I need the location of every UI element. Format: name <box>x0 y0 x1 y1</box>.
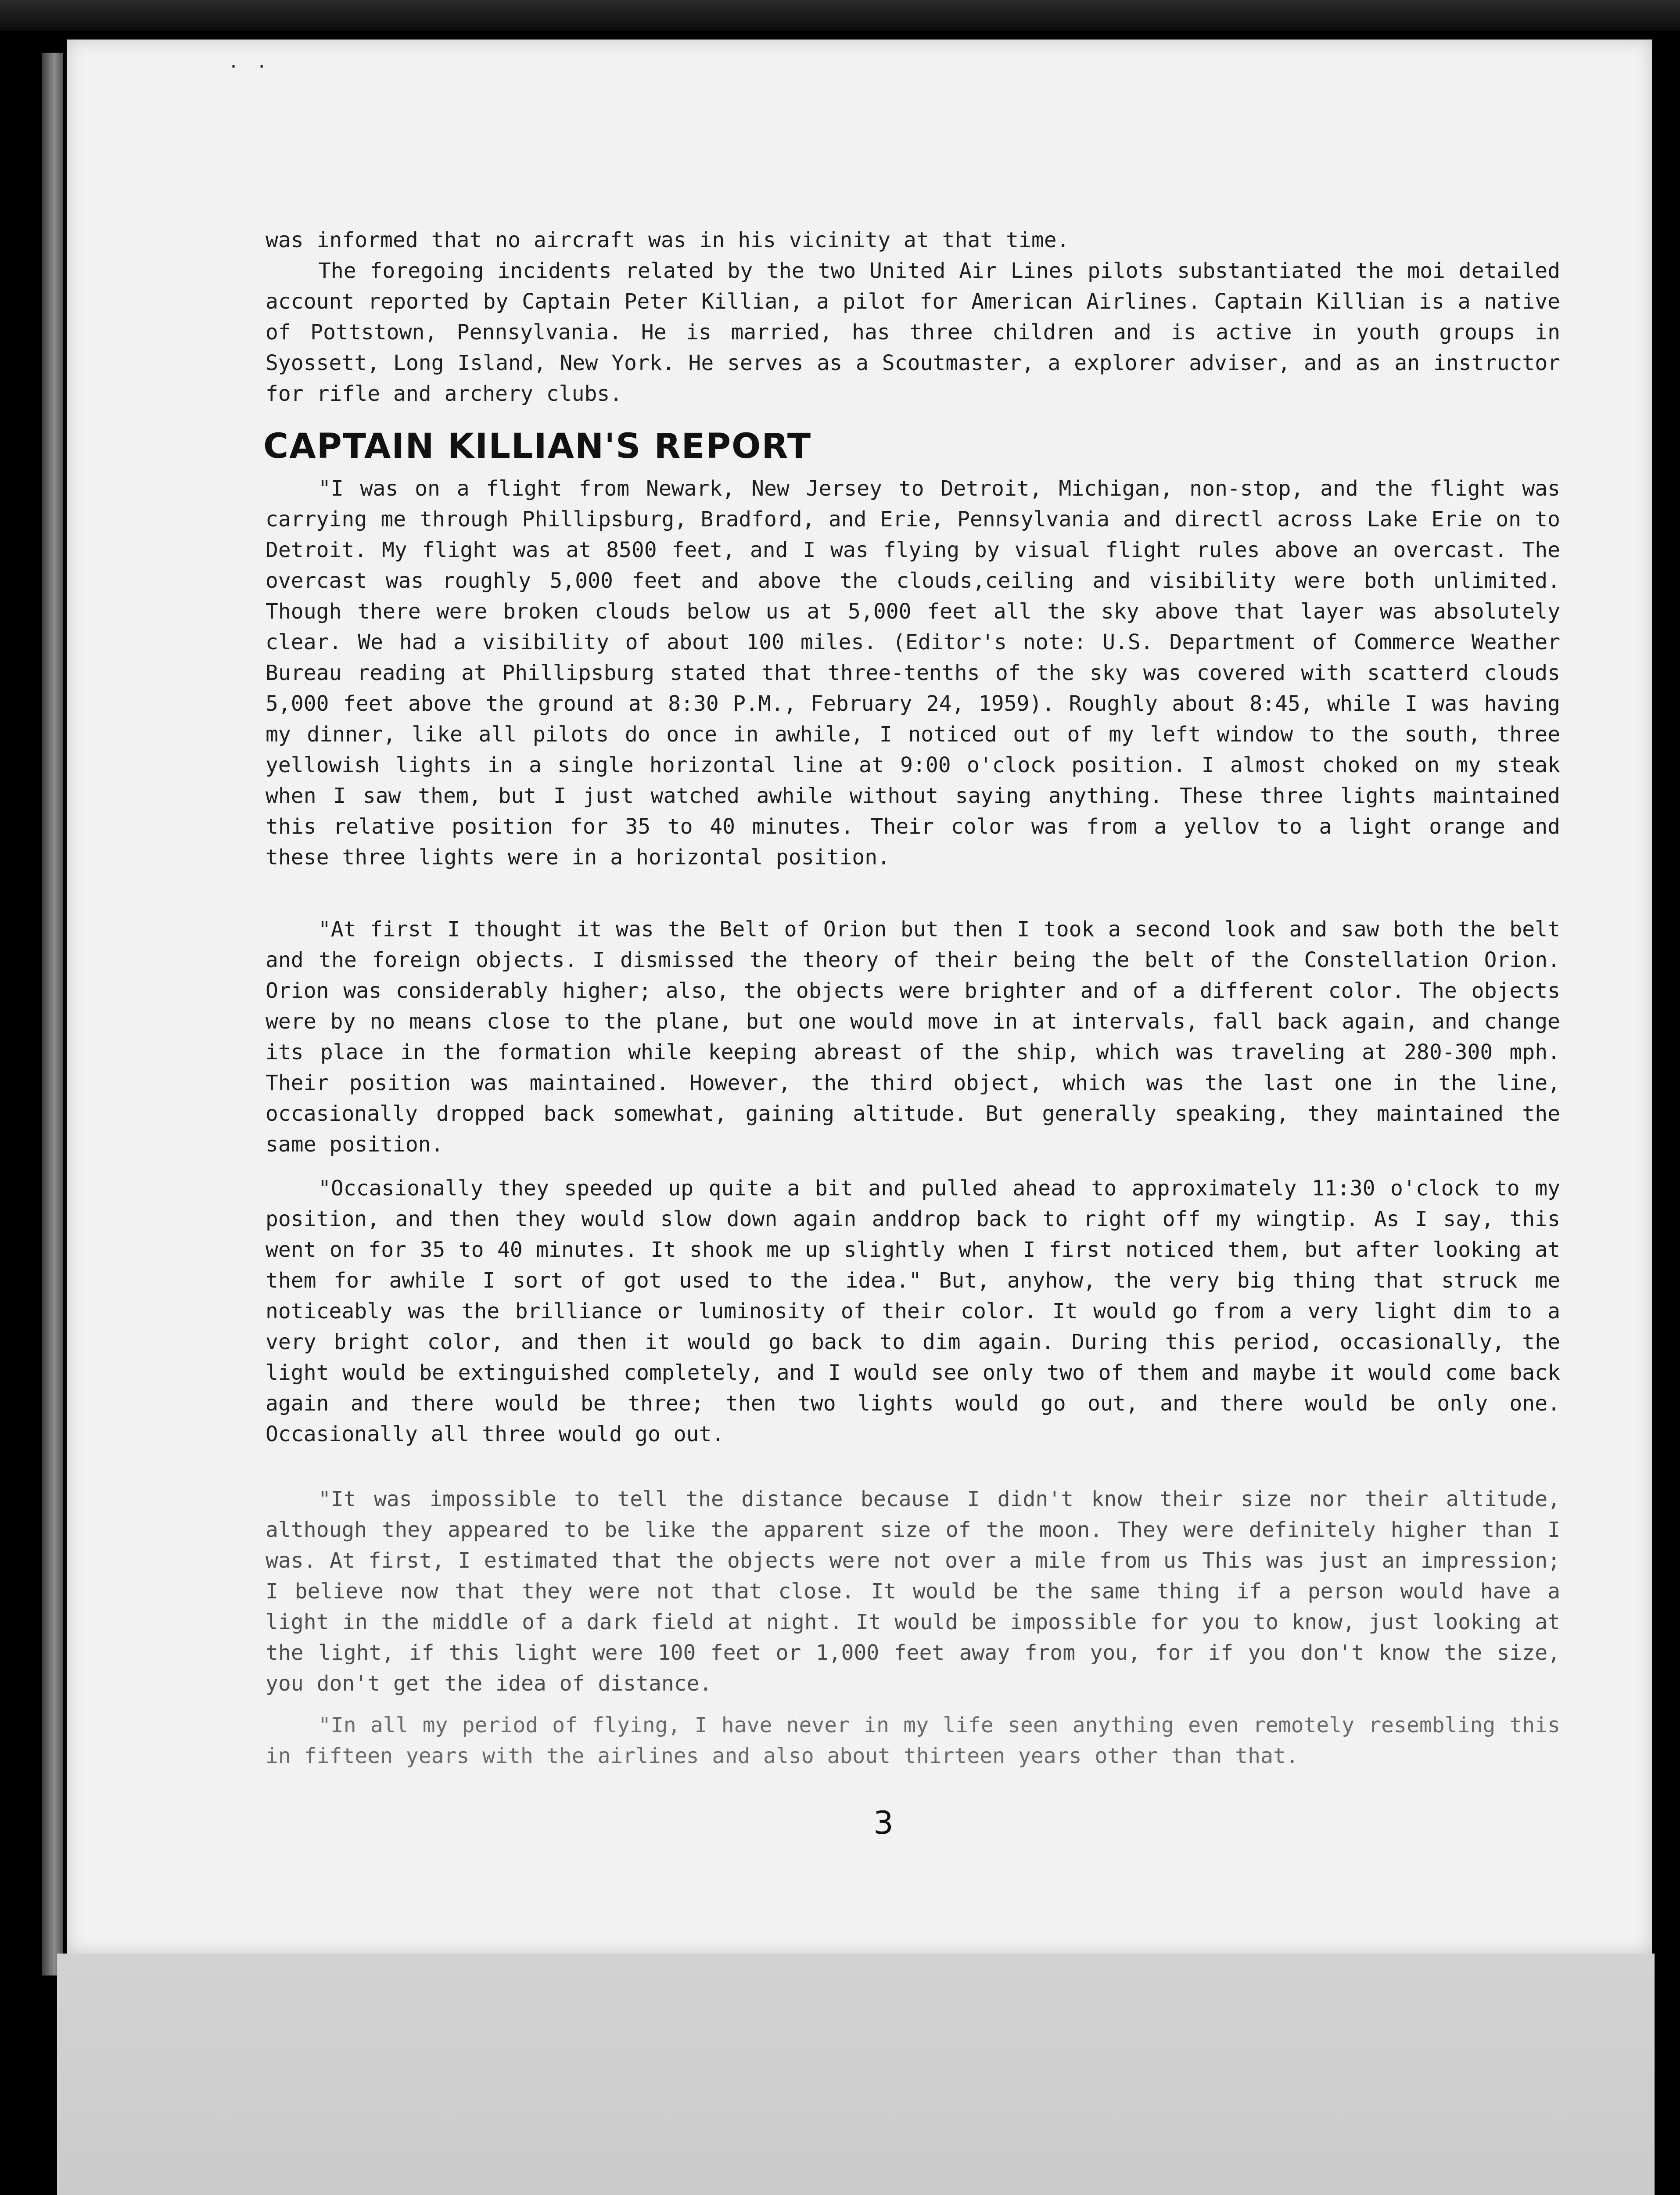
report-paragraph-4: "It was impossible to tell the distance because I didn't know their size nor their altitude, although they appeared to be like the apparent size of the moon. They were definitely higher than I was. At first, I estimated that the objects were not over a mile from us This was just an impression; I believe now that they were not that close. It would be the same thing if a person would have a light in the middle of a dark field at night. It would be impossible for you to know, just looking at the light, if this light were 100 feet or 1,000 feet away from you, for if you don't know the size, you don't get the idea of distance. <box>266 1487 1560 1696</box>
intro-paragraph: The foregoing incidents related by the two United Air Lines pilots substantiated the moi detailed account reported by Captain Peter Killian, a pilot for American Airlines. Captain Killian is a native of Pottstown, Pennsylvania. He is married, has three children and is active in youth groups in Syossett, Long Island, New York. He serves as a Scoutmaster, a explorer adviser, and as an instructor for rifle and archery clubs. <box>266 259 1560 406</box>
blank-film-area <box>57 1954 1655 2195</box>
film-edge-top <box>0 0 1680 31</box>
intro-line: was informed that no aircraft was in his vicinity at that time. <box>266 228 1070 252</box>
page-number: 3 <box>873 1804 894 1841</box>
report-paragraph-5: "In all my period of flying, I have never in my life seen anything even remotely resembling this in fifteen years with the airlines and also about thirteen years other than that. <box>266 1713 1560 1768</box>
film-edge-left <box>42 53 63 1976</box>
section-heading: CAPTAIN KILLIAN'S REPORT <box>263 427 812 466</box>
report-paragraph-2: "At first I thought it was the Belt of Orion but then I took a second look and saw both the belt and the foreign objects. I dismissed the theory of their being the belt of the Constellation Orion. Orion was considerably higher; also, the objects were brighter and of a different color. The objects were by no means close to the plane, but one would move in at intervals, fall back again, and change its place in the formation while keeping abreast of the ship, which was traveling at 280-300 mph. Their position was maintained. However, the third object, which was the last one in the line, occasionally dropped back somewhat, gaining altitude. But generally speaking, they maintained the same position. <box>266 917 1560 1157</box>
report-paragraph-3: "Occasionally they speeded up quite a bit and pulled ahead to approximately 11:30 o'clock to my position, and then they would slow down again anddrop back to right off my wingtip. As I say, this went on for 35 to 40 minutes. It shook me up slightly when I first noticed them, but after looking at them for awhile I sort of got used to the idea." But, anyhow, the very big thing that struck me noticeably was the brilliance or luminosity of their color. It would go from a very light dim to a very bright color, and then it would go back to dim again. During this period, occasionally, the light would be extinguished completely, and I would see only two of them and maybe it would come back again and there would be three; then two lights would go out, and there would be only one. Occasionally all three would go out. <box>266 1176 1560 1447</box>
report-paragraph-1: "I was on a flight from Newark, New Jersey to Detroit, Michigan, non-stop, and the flight was carrying me through Phillipsburg, Bradford, and Erie, Pennsylvania and directl across Lake Erie on to Detroit. My flight was at 8500 feet, and I was flying by visual flight rules above an overcast. The overcast was roughly 5,000 feet and above the clouds,ceiling and visibility were both unlimited. Though there were broken clouds below us at 5,000 feet all the sky above that layer was absolutely clear. We had a visibility of about 100 miles. (Editor's note: U.S. Department of Commerce Weather Bureau reading at Phillipsburg stated that three-tenths of the sky was covered with scatterd clouds 5,000 feet above the ground at 8:30 P.M., February 24, 1959). Roughly about 8:45, while I was having my dinner, like all pilots do once in awhile, I noticed out of my left window to the south, three yellowish lights in a single horizontal line at 9:00 o'clock position. I almost choked on my steak when I saw them, but I just watched awhile without saying anything. These three lights maintained this relative position for 35 to 40 minutes. Their color was from a yellov to a light orange and these three lights were in a horizontal position. <box>266 476 1560 870</box>
corner-marks: . . <box>228 52 271 72</box>
